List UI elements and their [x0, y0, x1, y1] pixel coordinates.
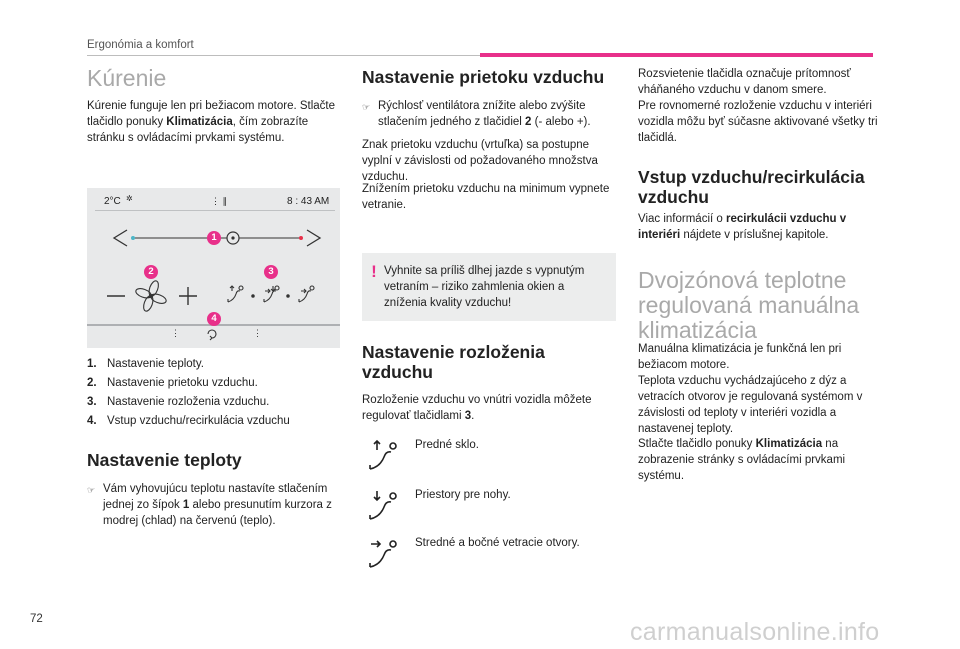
screen-distribution-icons — [228, 286, 314, 302]
watermark: carmanualsonline.info — [630, 618, 880, 646]
recirculation-title: Vstup vzduchu/recirkulácia vzduchu — [638, 167, 865, 207]
snowflake-icon: ✲ — [126, 194, 133, 203]
dual-zone-title: Dvojzónová teplotne regulovaná manuálna klimatizácia — [638, 267, 860, 343]
page-number: 72 — [30, 613, 43, 625]
face-vents-airflow-icon — [367, 535, 407, 571]
header-accent-bar — [480, 53, 873, 57]
distribution-title: Nastavenie rozloženia vzduchu — [362, 342, 545, 382]
uniform-paragraph: Pre rovnomerné rozloženie vzduchu v interiéri vozidla môžu byť súčasne aktivované všetky tri tlačidlá. — [638, 100, 878, 144]
dual-zone-paragraph-1: Manuálna klimatizácia je funkčná len pri bežiacom motore. — [638, 343, 842, 371]
recirculation-icon — [208, 330, 216, 340]
recirculation-paragraph: Viac informácií o recirkulácii vzduchu v interiéri nájdete v príslušnej kapitole. — [638, 213, 847, 241]
marker-1: 1 — [207, 231, 221, 245]
flow-paragraph-1: Znak prietoku vzduchu (vrtuľka) sa postupne vyplní v závislosti od požadovaného množstva vzduchu. — [362, 139, 598, 183]
list-item: 2. Nastavenie prietoku vzduchu. — [87, 377, 258, 389]
list-item: 4. Vstup vzduchu/recirkulácia vzduchu — [87, 415, 290, 427]
screen-temperature: 2°C — [104, 196, 121, 207]
distribution-item-face-vents: Stredné a bočné vetracie otvory. — [367, 535, 627, 575]
temp-hot-dot — [299, 236, 303, 240]
fan-icon — [135, 280, 168, 313]
flow-title: Nastavenie prietoku vzduchu — [362, 67, 605, 87]
marker-2: 2 — [144, 265, 158, 279]
section-label: Ergonómia a komfort — [87, 39, 194, 51]
temp-right-arrow-icon — [307, 230, 320, 246]
temp-title: Nastavenie teploty — [87, 450, 242, 470]
footwell-airflow-icon — [367, 487, 407, 523]
list-item: 3. Nastavenie rozloženia vzduchu. — [87, 396, 270, 408]
svg-text:⋮: ⋮ — [171, 328, 180, 338]
distribution-item-footwell: Priestory pre nohy. — [367, 487, 627, 527]
heating-title: Kúrenie — [87, 65, 167, 91]
windscreen-airflow-icon — [367, 437, 407, 473]
heating-paragraph: Kúrenie funguje len pri bežiacom motore. Stlačte tlačidlo ponuky Klimatizácia, čím zobrazíte stránku s ovládacími prvkami systému. — [87, 100, 336, 144]
bullet-arrow-icon: ☞ — [87, 485, 96, 495]
list-item: 1. Nastavenie teploty. — [87, 358, 204, 370]
flow-bullet: ☞ Rýchlosť ventilátora znížite alebo zvýšite stlačením jedného z tlačidiel 2 (- alebo +). — [362, 100, 591, 128]
distribution-paragraph: Rozloženie vzduchu vo vnútri vozidla môžete regulovať tlačidlami 3. — [362, 394, 592, 422]
temp-bullet: ☞ Vám vyhovujúcu teplotu nastavíte stlačením jednej zo šípok 1 alebo presunutím kurzora z modrej (chlad) na červenú (teplo). — [87, 483, 332, 527]
temp-cold-dot — [131, 236, 135, 240]
dual-zone-paragraph-2: Teplota vzduchu vychádzajúceho z dýz a vetracích otvorov je regulovaná systémom v závislosti od teploty v interiéri vozidla a nastavenej teploty. — [638, 375, 863, 435]
svg-text:⋮: ⋮ — [253, 328, 262, 338]
light-paragraph: Rozsvietenie tlačidla označuje prítomnosť vháňaného vzduchu v danom smere. — [638, 68, 851, 96]
numbered-list — [87, 355, 347, 431]
marker-4: 4 — [207, 312, 221, 326]
warning-box — [362, 253, 616, 321]
screen-time: 8 : 43 AM — [287, 196, 330, 207]
flow-paragraph-2: Znížením prietoku vzduchu na minimum vypnete vetranie. — [362, 183, 610, 211]
header-rule — [87, 55, 480, 56]
bullet-arrow-icon: ☞ — [362, 102, 371, 112]
dual-zone-paragraph-3: Stlačte tlačidlo ponuky Klimatizácia na zobrazenie stránky s ovládacími prvkami systému. — [638, 438, 846, 482]
climate-screen — [87, 188, 340, 348]
marker-3: 3 — [264, 265, 278, 279]
status-icons: ⋮ ∥ — [211, 196, 228, 206]
distribution-item-windscreen: Predné sklo. — [367, 437, 627, 477]
warning-icon: ! — [371, 262, 377, 281]
warning-text: Vyhnite sa príliš dlhej jazde s vypnutým vetraním – riziko zahmlenia okien a zníženia kvality vzduchu! — [384, 265, 585, 309]
temp-left-arrow-icon — [114, 230, 127, 246]
